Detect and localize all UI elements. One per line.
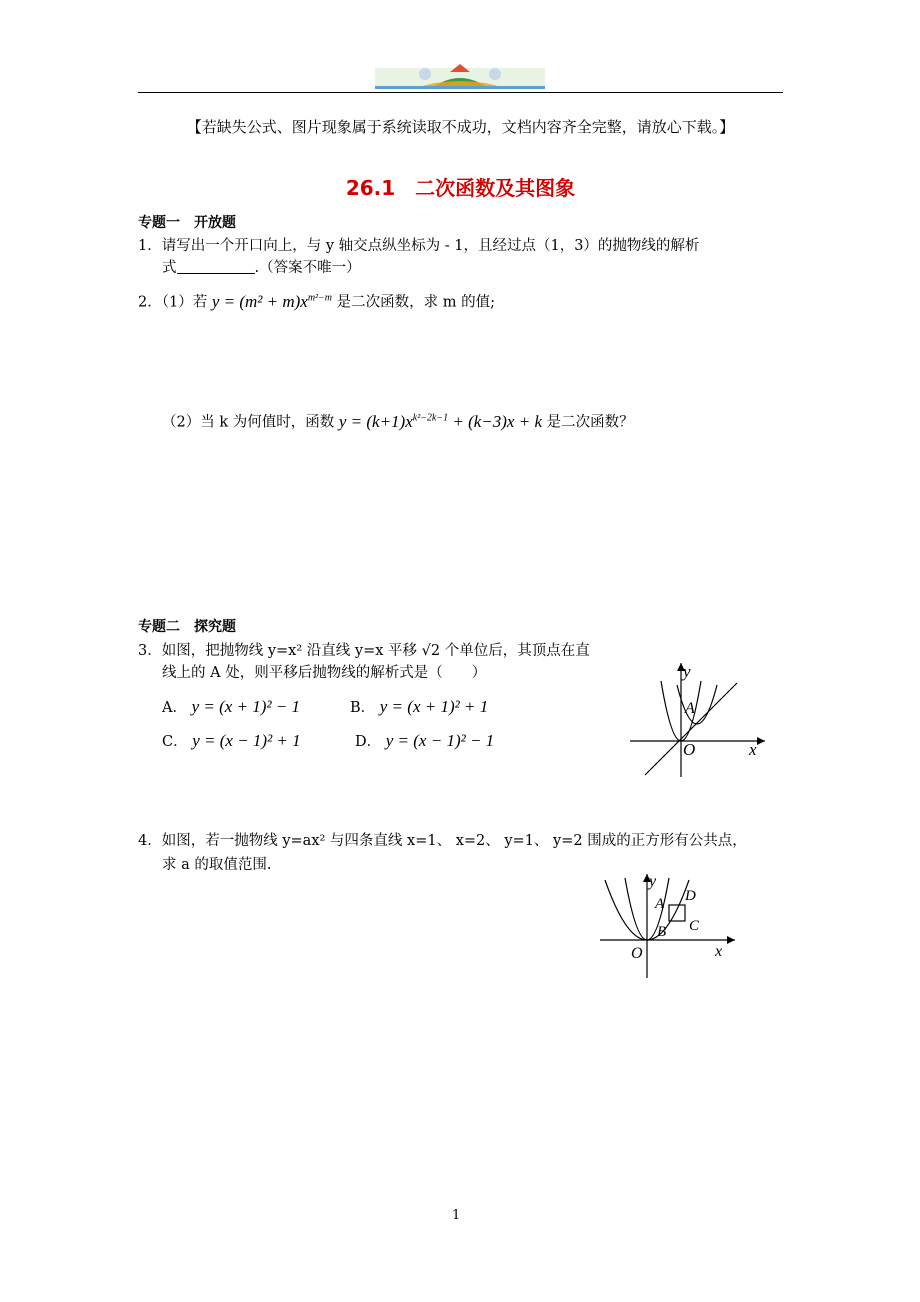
q2-part2-formula-base: y = (k+1)x <box>338 411 413 431</box>
q3-option-b <box>350 697 488 718</box>
q2-part2-formula-rest: + (k−3)x + k <box>452 411 542 431</box>
q3-option-a <box>162 697 300 718</box>
q3-line2: 线上的 A 处，则平移后抛物线的解析式是（ ） <box>162 665 487 681</box>
q1-line1: 1．请写出一个开口向上，与 y 轴交点纵坐标为 - 1，且经过点（1，3）的抛物线的解析 <box>138 238 700 254</box>
q1-suffix: .（答案不唯一） <box>254 260 361 276</box>
q2-part2-formula <box>339 412 542 431</box>
q4-point-c-label: C <box>689 918 700 934</box>
q4-line2: 求 a 的取值范围. <box>162 857 272 873</box>
q3-option-d-label: D． <box>355 734 382 750</box>
topic-1-heading: 专题一 开放题 <box>138 215 236 231</box>
q2-part1-prefix: 2．（1）若 <box>138 294 208 311</box>
page-number: 1 <box>452 1208 461 1223</box>
q4-square <box>669 905 685 921</box>
q3-option-c <box>162 731 301 752</box>
q4-point-b-label: B <box>657 924 667 940</box>
q3-option-a-formula: y = (x + 1)² − 1 <box>191 697 301 716</box>
q2-part1 <box>138 288 495 313</box>
q4-point-a-label: A <box>655 896 665 912</box>
q1-answer-blank <box>177 259 255 274</box>
q2-part2 <box>162 408 634 433</box>
q1-prefix: 式 <box>162 260 177 276</box>
page-title: 26.1 二次函数及其图象 <box>345 176 576 200</box>
q2-part2-formula-exp: k²−2k−1 <box>412 412 449 423</box>
q2-part1-formula <box>212 292 332 311</box>
q3-option-b-label: B． <box>350 700 376 716</box>
q3-line1: 3．如图，把抛物线 y=x² 沿直线 y=x 平移 √2 个单位后，其顶点在直 <box>138 643 590 659</box>
q2-part1-suffix: 是二次函数，求 m 的值; <box>336 294 495 311</box>
q3-x-arrow-icon <box>757 737 765 745</box>
download-notice: 【若缺失公式、图片现象属于系统读取不成功，文档内容齐全完整，请放心下载。】 <box>186 118 735 136</box>
q2-part1-formula-base: y = (m² + m)x <box>211 291 308 311</box>
q4-y-label: y <box>649 873 657 890</box>
q4-line1: 4．如图，若一抛物线 y=ax² 与四条直线 x=1、 x=2、 y=1、 y=2 围成的正方形有公共点， <box>138 833 747 849</box>
q3-option-c-formula: y = (x − 1)² + 1 <box>192 731 301 750</box>
q1-line2 <box>162 258 361 278</box>
q3-y-label: y <box>683 662 691 681</box>
q2-part2-prefix: （2）当 k 为何值时，函数 <box>162 414 335 431</box>
q2-part2-suffix: 是二次函数？ <box>546 414 634 431</box>
topic-2-heading: 专题二 探究题 <box>138 619 236 635</box>
q3-option-a-label: A． <box>162 700 187 716</box>
q4-x-label: x <box>715 943 723 960</box>
q3-x-label: x <box>749 740 757 759</box>
header-logo <box>375 62 545 90</box>
q3-point-a-label: A <box>685 700 695 717</box>
q2-part1-formula-exp: m²−m <box>307 292 333 303</box>
q4-figure <box>595 868 745 983</box>
q3-option-b-formula: y = (x + 1)² + 1 <box>379 697 489 716</box>
q3-option-c-label: C． <box>162 734 188 750</box>
q4-origin-label: O <box>631 945 643 962</box>
q3-option-d-formula: y = (x − 1)² − 1 <box>385 731 495 750</box>
q4-point-d-label: D <box>685 888 696 904</box>
header-rule <box>138 92 783 93</box>
q3-option-d <box>355 731 494 752</box>
q4-x-arrow-icon <box>727 936 735 944</box>
q3-origin-label: O <box>683 740 696 759</box>
q3-figure <box>625 655 775 780</box>
q3-line-y-eq-x <box>645 683 737 775</box>
